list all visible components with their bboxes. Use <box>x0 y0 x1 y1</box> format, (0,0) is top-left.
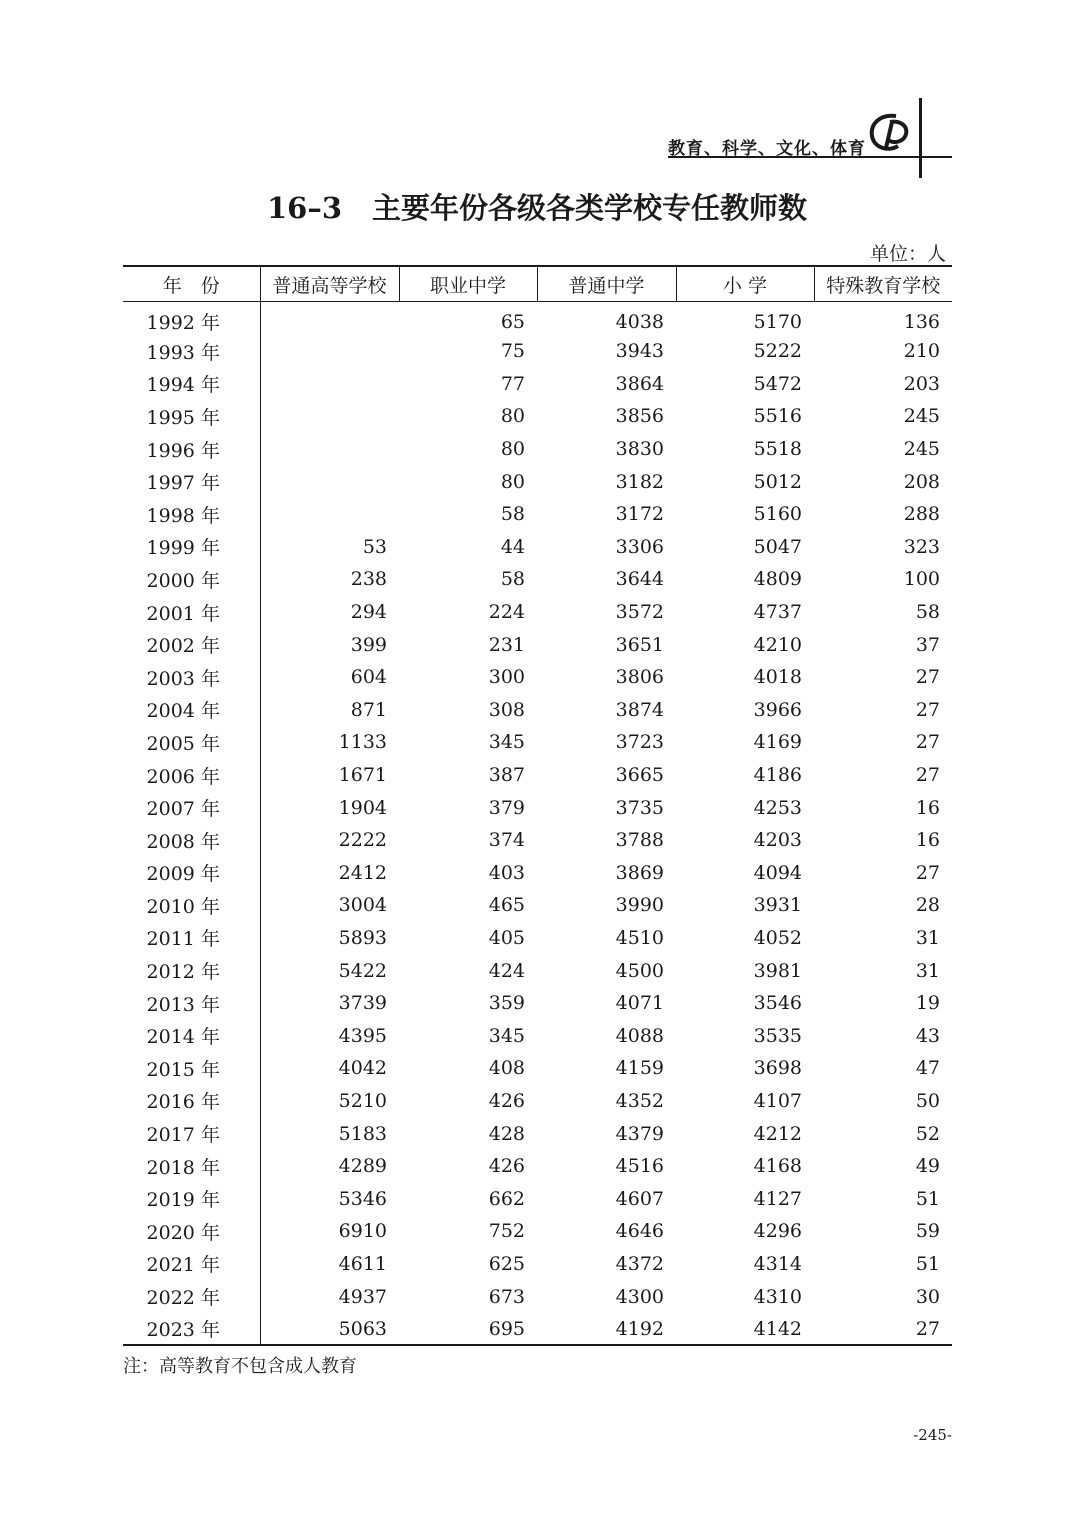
table-cell: 4018 <box>753 666 802 689</box>
table-cell <box>260 335 399 368</box>
row-year-cell: 2011 年 <box>123 922 260 955</box>
table-row <box>123 661 952 694</box>
table-cell: 4212 <box>753 1122 802 1145</box>
row-year-cell: 2007 年 <box>123 791 260 824</box>
table-cell: 3572 <box>615 601 664 624</box>
table-cell: 65 <box>500 310 525 333</box>
table-row <box>123 498 952 531</box>
row-year-cell: 1993 年 <box>123 335 260 368</box>
table-cell: 210 <box>903 340 940 363</box>
table-cell: 5893 <box>338 926 387 949</box>
table-cell: 4646 <box>615 1220 664 1243</box>
table-cell: 28 <box>915 894 940 917</box>
table-cell: 2222 <box>338 829 387 852</box>
table-cell: 3788 <box>615 829 664 852</box>
table-cell: 359 <box>488 992 525 1015</box>
table-row <box>123 1117 952 1150</box>
table-cell: 4107 <box>753 1089 802 1112</box>
table-cell <box>260 368 399 401</box>
table-cell: 2412 <box>338 861 387 884</box>
table-cell: 16 <box>915 829 940 852</box>
table-row <box>123 465 952 498</box>
table-cell: 3981 <box>753 959 802 982</box>
table-cell: 203 <box>903 372 940 395</box>
table-cell: 288 <box>903 503 940 526</box>
row-year-cell: 1994 年 <box>123 368 260 401</box>
table-cell: 5518 <box>753 438 802 461</box>
table-cell: 4042 <box>338 1057 387 1080</box>
table-cell: 4159 <box>615 1057 664 1080</box>
table-row <box>123 694 952 727</box>
table-cell: 345 <box>488 1024 525 1047</box>
row-year-cell: 2008 年 <box>123 824 260 857</box>
table-cell: 53 <box>362 535 387 558</box>
table-cell: 294 <box>350 601 387 624</box>
row-year-cell: 1996 年 <box>123 433 260 466</box>
table-cell: 4186 <box>753 764 802 787</box>
table-row <box>123 857 952 890</box>
table-cell: 625 <box>488 1252 525 1275</box>
unit-label: 单位：人 <box>869 243 946 265</box>
table-row <box>123 759 952 792</box>
row-year-cell: 2016 年 <box>123 1085 260 1118</box>
col-header-secondary: 普通中学 <box>537 266 676 302</box>
table-cell: 5160 <box>753 503 802 526</box>
table-cell: 58 <box>500 503 525 526</box>
table-cell: 59 <box>915 1220 940 1243</box>
table-cell: 308 <box>488 698 525 721</box>
table-cell: 80 <box>500 470 525 493</box>
row-year-cell: 1992 年 <box>123 302 260 336</box>
table-row <box>123 531 952 564</box>
table-cell: 4203 <box>753 829 802 852</box>
table-cell: 3182 <box>615 470 664 493</box>
table-cell: 31 <box>915 926 940 949</box>
table-cell: 208 <box>903 470 940 493</box>
table-cell: 136 <box>903 310 940 333</box>
table-cell: 4127 <box>753 1187 802 1210</box>
table-cell: 4142 <box>753 1317 802 1340</box>
table-cell: 4296 <box>753 1220 802 1243</box>
row-year-cell: 1998 年 <box>123 498 260 531</box>
table-cell: 3864 <box>615 372 664 395</box>
table-cell: 4038 <box>615 310 664 333</box>
table-cell: 27 <box>915 764 940 787</box>
table-cell: 80 <box>500 438 525 461</box>
table-row <box>123 726 952 759</box>
table-cell: 100 <box>903 568 940 591</box>
table-cell: 695 <box>488 1317 525 1340</box>
table-body <box>123 302 952 1346</box>
table-cell: 1904 <box>338 796 387 819</box>
col-header-vocational: 职业中学 <box>399 266 537 302</box>
table-cell: 4169 <box>753 731 802 754</box>
row-year-cell: 1997 年 <box>123 465 260 498</box>
table-cell: 1133 <box>338 731 387 754</box>
row-year-cell: 2000 年 <box>123 563 260 596</box>
row-year-cell: 2009 年 <box>123 857 260 890</box>
table-cell: 752 <box>488 1220 525 1243</box>
col-header-higher-ed: 普通高等学校 <box>260 266 399 302</box>
table-cell: 51 <box>915 1187 940 1210</box>
table-cell: 345 <box>488 731 525 754</box>
table-cell: 19 <box>915 992 940 1015</box>
table-cell: 58 <box>915 601 940 624</box>
table-cell: 379 <box>488 796 525 819</box>
table-cell: 3004 <box>338 894 387 917</box>
table-cell: 4395 <box>338 1024 387 1047</box>
table-cell: 3990 <box>615 894 664 917</box>
table-cell: 3943 <box>615 340 664 363</box>
table-cell: 51 <box>915 1252 940 1275</box>
table-cell: 5516 <box>753 405 802 428</box>
table-row <box>123 1248 952 1281</box>
table-cell: 27 <box>915 861 940 884</box>
table-cell: 3698 <box>753 1057 802 1080</box>
table-cell: 662 <box>488 1187 525 1210</box>
table-cell: 5210 <box>338 1089 387 1112</box>
table-cell: 3723 <box>615 731 664 754</box>
table-cell: 4192 <box>615 1317 664 1340</box>
table-row <box>123 1280 952 1313</box>
table-cell: 27 <box>915 731 940 754</box>
table-cell: 408 <box>488 1057 525 1080</box>
table-cell: 428 <box>488 1122 525 1145</box>
table-cell: 245 <box>903 405 940 428</box>
table-cell <box>260 498 399 531</box>
table-cell: 4809 <box>753 568 802 591</box>
table-cell: 374 <box>488 829 525 852</box>
table-cell: 4210 <box>753 633 802 656</box>
table-cell: 77 <box>500 372 525 395</box>
table-cell: 300 <box>488 666 525 689</box>
table-cell: 5222 <box>753 340 802 363</box>
table-cell: 4314 <box>753 1252 802 1275</box>
table-cell: 3172 <box>615 503 664 526</box>
row-year-cell: 1995 年 <box>123 400 260 433</box>
table-cell: 30 <box>915 1285 940 1308</box>
table-cell: 871 <box>350 698 387 721</box>
table-cell: 5422 <box>338 959 387 982</box>
table-title: 主要年份各级各类学校专任教师数 <box>372 191 808 225</box>
table-row <box>123 954 952 987</box>
table-cell: 80 <box>500 405 525 428</box>
table-row <box>123 1019 952 1052</box>
table-row <box>123 596 952 629</box>
statistics-logo-icon <box>866 108 912 154</box>
table-cell: 58 <box>500 568 525 591</box>
table-row <box>123 889 952 922</box>
table-cell: 4289 <box>338 1155 387 1178</box>
col-header-special-ed: 特殊教育学校 <box>814 266 952 302</box>
row-year-cell: 2022 年 <box>123 1280 260 1313</box>
table-cell: 44 <box>500 535 525 558</box>
table-cell: 387 <box>488 764 525 787</box>
table-cell: 4168 <box>753 1155 802 1178</box>
row-year-cell: 2023 年 <box>123 1313 260 1346</box>
table-row <box>123 628 952 661</box>
table-cell: 424 <box>488 959 525 982</box>
table-cell <box>260 465 399 498</box>
table-cell: 3966 <box>753 698 802 721</box>
table-cell: 49 <box>915 1155 940 1178</box>
row-year-cell: 2006 年 <box>123 759 260 792</box>
table-cell: 3869 <box>615 861 664 884</box>
row-year-cell: 2019 年 <box>123 1182 260 1215</box>
table-cell <box>260 302 399 336</box>
table-cell: 5063 <box>338 1317 387 1340</box>
table-cell: 426 <box>488 1155 525 1178</box>
table-cell: 3644 <box>615 568 664 591</box>
table-cell: 3830 <box>615 438 664 461</box>
row-year-cell: 2021 年 <box>123 1248 260 1281</box>
table-cell: 43 <box>915 1024 940 1047</box>
col-header-primary: 小 学 <box>676 266 814 302</box>
table-cell: 399 <box>350 633 387 656</box>
table-row <box>123 563 952 596</box>
table-cell: 5472 <box>753 372 802 395</box>
table-row <box>123 335 952 368</box>
table-cell: 4052 <box>753 926 802 949</box>
table-cell: 3665 <box>615 764 664 787</box>
table-cell: 4071 <box>615 992 664 1015</box>
table-cell: 5012 <box>753 470 802 493</box>
table-row <box>123 1150 952 1183</box>
table-cell: 4516 <box>615 1155 664 1178</box>
table-row <box>123 791 952 824</box>
table-cell: 4500 <box>615 959 664 982</box>
page-title <box>0 186 1074 227</box>
table-cell: 5183 <box>338 1122 387 1145</box>
table-cell: 4510 <box>615 926 664 949</box>
row-year-cell: 2005 年 <box>123 726 260 759</box>
table-cell: 4088 <box>615 1024 664 1047</box>
footnote: 注：高等教育不包含成人教育 <box>123 1356 357 1377</box>
table-cell: 3856 <box>615 405 664 428</box>
page-number: -245- <box>913 1426 952 1444</box>
table-cell: 426 <box>488 1089 525 1112</box>
table-row <box>123 368 952 401</box>
row-year-cell: 2020 年 <box>123 1215 260 1248</box>
header-vertical-rule <box>919 98 922 178</box>
table-cell: 3874 <box>615 698 664 721</box>
table-cell: 27 <box>915 698 940 721</box>
row-year-cell: 2015 年 <box>123 1052 260 1085</box>
table-cell: 27 <box>915 666 940 689</box>
row-year-cell: 2017 年 <box>123 1117 260 1150</box>
table-cell: 4310 <box>753 1285 802 1308</box>
table-row <box>123 922 952 955</box>
table-cell: 224 <box>488 601 525 624</box>
table-row <box>123 1313 952 1346</box>
table-cell: 4300 <box>615 1285 664 1308</box>
table-cell: 405 <box>488 926 525 949</box>
table-cell: 3806 <box>615 666 664 689</box>
table-row <box>123 1215 952 1248</box>
table-cell: 323 <box>903 535 940 558</box>
table-row <box>123 987 952 1020</box>
table-cell: 403 <box>488 861 525 884</box>
table-row <box>123 1182 952 1215</box>
table-cell <box>260 400 399 433</box>
row-year-cell: 2001 年 <box>123 596 260 629</box>
table-number: 16–3 <box>266 191 343 225</box>
table-cell: 3931 <box>753 894 802 917</box>
table-cell: 4607 <box>615 1187 664 1210</box>
table-cell: 6910 <box>338 1220 387 1243</box>
row-year-cell: 2013 年 <box>123 987 260 1020</box>
row-year-cell: 2002 年 <box>123 628 260 661</box>
table-cell: 231 <box>488 633 525 656</box>
table-cell: 673 <box>488 1285 525 1308</box>
table-cell: 16 <box>915 796 940 819</box>
row-year-cell: 1999 年 <box>123 531 260 564</box>
table-cell: 50 <box>915 1089 940 1112</box>
table-row <box>123 824 952 857</box>
row-year-cell: 2004 年 <box>123 694 260 727</box>
table-cell: 3735 <box>615 796 664 819</box>
table-cell: 4094 <box>753 861 802 884</box>
table-cell: 4611 <box>338 1252 387 1275</box>
table-row <box>123 400 952 433</box>
table-cell: 4379 <box>615 1122 664 1145</box>
table-cell: 3546 <box>753 992 802 1015</box>
table-cell: 5170 <box>753 310 802 333</box>
row-year-cell: 2010 年 <box>123 889 260 922</box>
table-cell: 3739 <box>338 992 387 1015</box>
table-cell: 37 <box>915 633 940 656</box>
table-cell: 3651 <box>615 633 664 656</box>
table-cell: 27 <box>915 1317 940 1340</box>
col-header-year: 年 份 <box>162 274 220 297</box>
table-row <box>123 433 952 466</box>
table-cell: 47 <box>915 1057 940 1080</box>
table-header-row <box>123 266 952 302</box>
row-year-cell: 2018 年 <box>123 1150 260 1183</box>
table-row <box>123 1085 952 1118</box>
table-row <box>123 302 952 336</box>
table-cell: 5346 <box>338 1187 387 1210</box>
table-cell: 4937 <box>338 1285 387 1308</box>
table-cell: 4253 <box>753 796 802 819</box>
table-cell <box>260 433 399 466</box>
table-cell: 238 <box>350 568 387 591</box>
table-cell: 245 <box>903 438 940 461</box>
row-year-cell: 2003 年 <box>123 661 260 694</box>
teachers-table <box>123 265 952 1346</box>
table-cell: 31 <box>915 959 940 982</box>
table-row <box>123 1052 952 1085</box>
table-cell: 4352 <box>615 1089 664 1112</box>
table-cell: 3306 <box>615 535 664 558</box>
row-year-cell: 2014 年 <box>123 1019 260 1052</box>
row-year-cell: 2012 年 <box>123 954 260 987</box>
section-label: 教育、科学、文化、体育 <box>668 139 866 159</box>
table-cell: 75 <box>500 340 525 363</box>
table-cell: 604 <box>350 666 387 689</box>
table-cell: 52 <box>915 1122 940 1145</box>
table-cell: 3535 <box>753 1024 802 1047</box>
table-cell: 4737 <box>753 601 802 624</box>
table-cell: 4372 <box>615 1252 664 1275</box>
table-cell: 465 <box>488 894 525 917</box>
table-cell: 1671 <box>338 764 387 787</box>
table-cell: 5047 <box>753 535 802 558</box>
